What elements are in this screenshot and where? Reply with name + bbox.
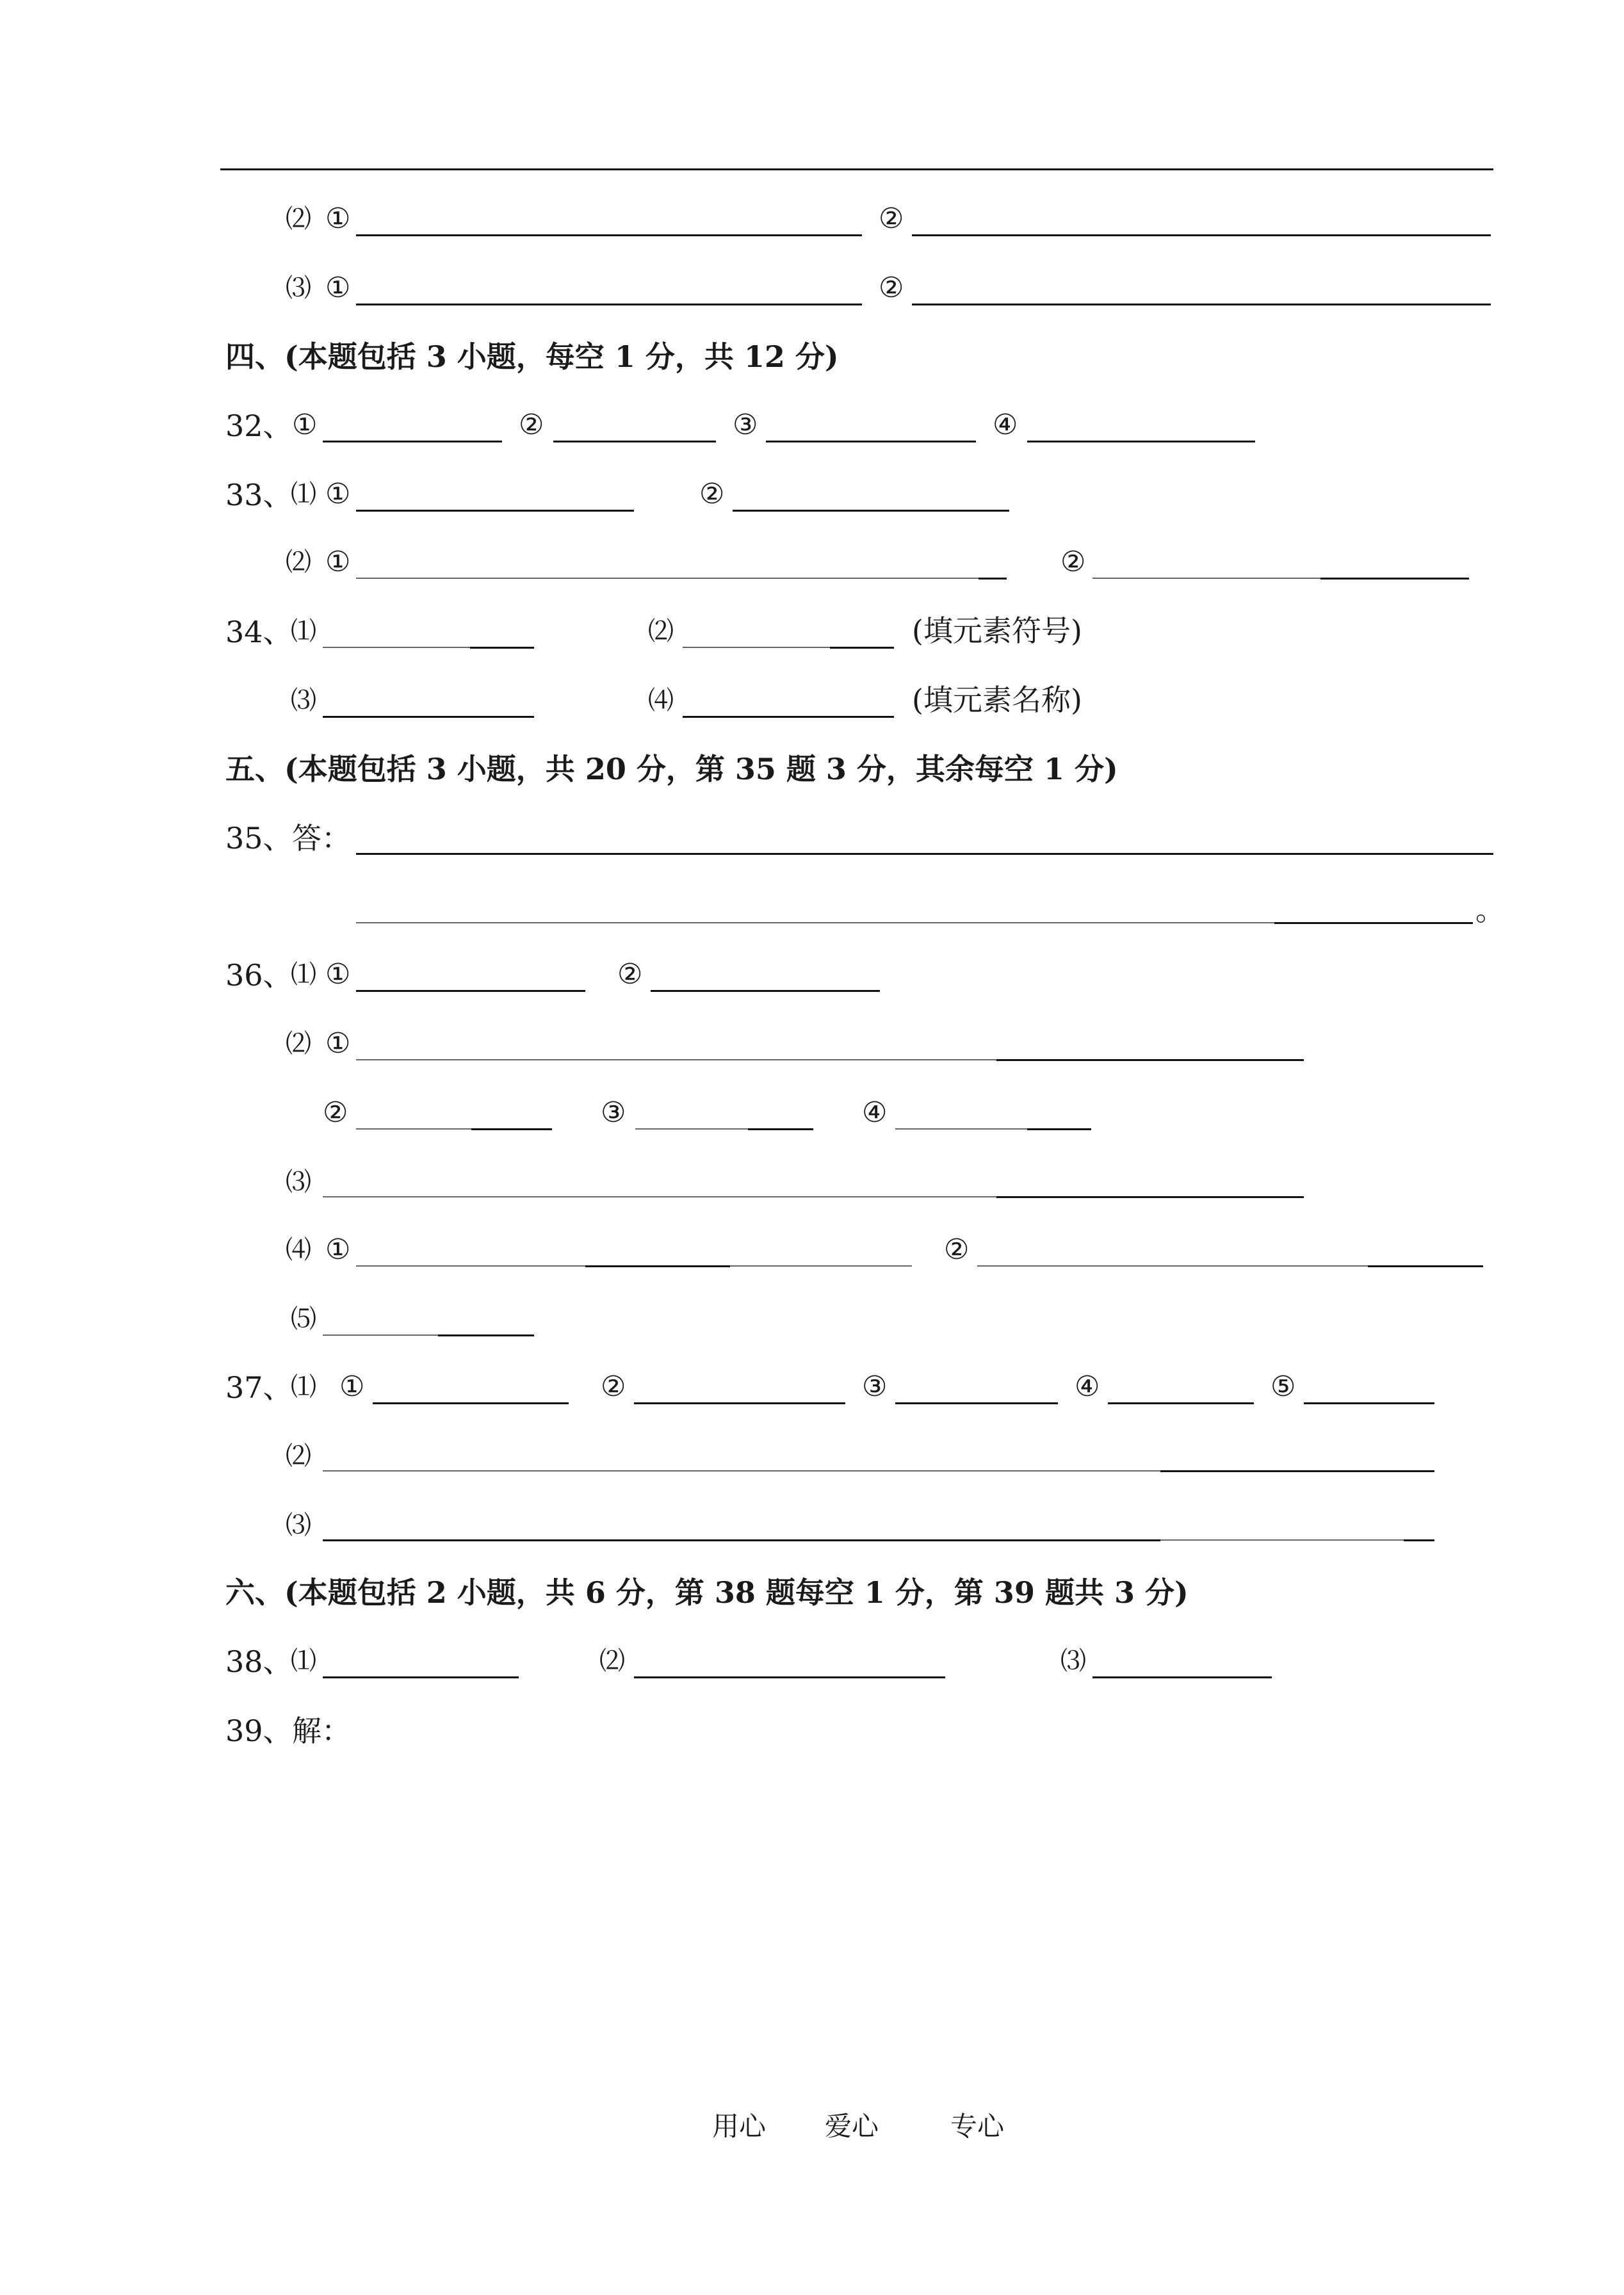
answer-blank[interactable]	[323, 1470, 1160, 1472]
answer-blank[interactable]	[977, 1265, 1368, 1267]
answer-blank[interactable]	[1274, 922, 1473, 924]
question-number: 39、	[225, 1714, 293, 1748]
answer-blank[interactable]	[323, 1539, 1160, 1541]
answer-blank[interactable]	[356, 234, 862, 236]
circle-label: ③	[601, 1096, 626, 1129]
circle-label: ①	[325, 478, 351, 510]
circle-label: ①	[325, 202, 351, 235]
circle-label: ①	[325, 272, 351, 304]
instruction-note: (填元素符号)	[912, 613, 1082, 648]
answer-blank[interactable]	[356, 853, 1493, 855]
answer-blank[interactable]	[683, 716, 894, 718]
part-label: ⑶	[291, 686, 316, 715]
footer-word: 用心	[712, 2111, 767, 2142]
circle-label: ②	[879, 202, 904, 235]
answer-blank[interactable]	[1320, 578, 1469, 580]
answer-blank[interactable]	[830, 647, 894, 649]
end-mark: 。	[1475, 893, 1505, 927]
question-number: 35、	[225, 821, 293, 856]
part-label: ⑴	[291, 480, 316, 509]
answer-blank[interactable]	[356, 510, 634, 512]
part-label: ⑸	[291, 1304, 316, 1334]
answer-blank[interactable]	[748, 1128, 813, 1130]
question-number: 37、	[225, 1370, 293, 1405]
circle-label: ①	[325, 546, 351, 578]
question-number: 38、	[225, 1644, 293, 1679]
circle-label: ①	[325, 1233, 351, 1266]
circle-label: ④	[993, 409, 1018, 441]
answer-blank[interactable]	[323, 1334, 438, 1336]
circle-label: ②	[879, 272, 904, 304]
circle-label: ③	[733, 409, 758, 441]
solve-label: 解：	[292, 1714, 351, 1748]
footer-word: 爱心	[825, 2111, 879, 2142]
part-label: ⑴	[291, 960, 316, 989]
part-label: ⑴	[291, 1646, 316, 1676]
answer-blank[interactable]	[635, 1128, 748, 1130]
circle-label: ②	[699, 478, 725, 510]
answer-label: 答：	[292, 821, 351, 856]
answer-blank[interactable]	[1304, 1402, 1434, 1404]
circle-label: ④	[862, 1096, 888, 1129]
circle-label: ②	[617, 958, 643, 991]
answer-blank[interactable]	[1160, 1539, 1404, 1541]
answer-blank[interactable]	[895, 1128, 1027, 1130]
answer-blank[interactable]	[1092, 1676, 1272, 1678]
answer-blank[interactable]	[978, 578, 1007, 580]
circle-label: ④	[1075, 1370, 1100, 1403]
circle-label: ①	[325, 958, 351, 991]
circle-label: ⑤	[1271, 1370, 1296, 1403]
answer-blank[interactable]	[438, 1334, 534, 1336]
answer-blank[interactable]	[1404, 1539, 1434, 1541]
part-label: ⑵	[648, 617, 674, 646]
part-label: ⑵	[286, 547, 311, 577]
question-number: 36、	[225, 958, 293, 993]
answer-blank[interactable]	[585, 1265, 730, 1267]
answer-blank[interactable]	[634, 1676, 945, 1678]
part-label: ⑷	[648, 686, 674, 715]
answer-blank[interactable]	[733, 510, 1009, 512]
answer-blank[interactable]	[912, 304, 1491, 305]
circle-label: ①	[325, 1027, 351, 1060]
part-label: ⑴	[291, 1372, 316, 1402]
part-label: ⑶	[286, 1167, 311, 1197]
header-rule	[220, 168, 1493, 170]
answer-blank[interactable]	[323, 647, 470, 648]
answer-blank[interactable]	[553, 441, 716, 442]
part-label: ⑵	[286, 1441, 311, 1471]
footer-word: 专心	[950, 2111, 1005, 2142]
answer-blank[interactable]	[356, 304, 862, 305]
answer-blank[interactable]	[373, 1402, 569, 1404]
circle-label: ①	[339, 1370, 365, 1403]
section-title: 五、(本题包括 3 小题，共 20 分，第 35 题 3 分，其余每空 1 分)	[225, 752, 1118, 786]
circle-label: ②	[519, 409, 544, 441]
circle-label: ②	[601, 1370, 626, 1403]
instruction-note: (填元素名称)	[912, 683, 1082, 717]
circle-label: ③	[862, 1370, 888, 1403]
answer-blank[interactable]	[323, 1196, 996, 1197]
answer-blank[interactable]	[730, 1265, 912, 1267]
answer-blank[interactable]	[1160, 1470, 1434, 1472]
part-label: ⑷	[286, 1235, 311, 1265]
answer-blank[interactable]	[1092, 578, 1320, 579]
section-title: 四、(本题包括 3 小题，每空 1 分，共 12 分)	[225, 339, 839, 374]
part-label: ⑵	[286, 1029, 311, 1058]
circle-label: ②	[323, 1096, 348, 1129]
answer-blank[interactable]	[766, 441, 976, 442]
answer-blank[interactable]	[683, 647, 830, 648]
answer-blank[interactable]	[323, 1676, 519, 1678]
answer-blank[interactable]	[1368, 1265, 1483, 1267]
answer-blank[interactable]	[356, 1128, 471, 1130]
answer-blank[interactable]	[356, 1265, 585, 1267]
circle-label: ②	[1060, 546, 1086, 578]
question-number: 34、	[225, 615, 293, 649]
answer-blank[interactable]	[912, 234, 1491, 236]
part-label: ⑵	[286, 204, 311, 234]
answer-blank[interactable]	[996, 1059, 1304, 1061]
part-label: ⑴	[291, 617, 316, 646]
answer-blank[interactable]	[1108, 1402, 1254, 1404]
answer-blank[interactable]	[323, 441, 502, 442]
part-label: ⑶	[1060, 1646, 1086, 1676]
part-label: ⑵	[599, 1646, 625, 1676]
answer-blank[interactable]	[470, 647, 534, 649]
circle-label: ①	[292, 409, 318, 441]
answer-blank[interactable]	[1027, 1128, 1091, 1130]
answer-blank[interactable]	[471, 1128, 552, 1130]
part-label: ⑶	[286, 1511, 311, 1540]
answer-blank[interactable]	[323, 716, 534, 718]
part-label: ⑶	[286, 273, 311, 303]
answer-blank[interactable]	[634, 1402, 845, 1404]
answer-blank[interactable]	[651, 990, 880, 992]
answer-blank[interactable]	[356, 1059, 996, 1060]
answer-blank[interactable]	[356, 922, 1274, 923]
answer-blank[interactable]	[356, 578, 978, 579]
circle-label: ②	[944, 1233, 970, 1266]
section-title: 六、(本题包括 2 小题，共 6 分，第 38 题每空 1 分，第 39 题共 3 分)	[225, 1575, 1189, 1610]
answer-blank[interactable]	[1027, 441, 1255, 442]
question-number: 32、	[225, 409, 293, 443]
answer-blank[interactable]	[356, 990, 585, 992]
question-number: 33、	[225, 478, 293, 512]
answer-blank[interactable]	[996, 1196, 1304, 1198]
answer-blank[interactable]	[895, 1402, 1058, 1404]
